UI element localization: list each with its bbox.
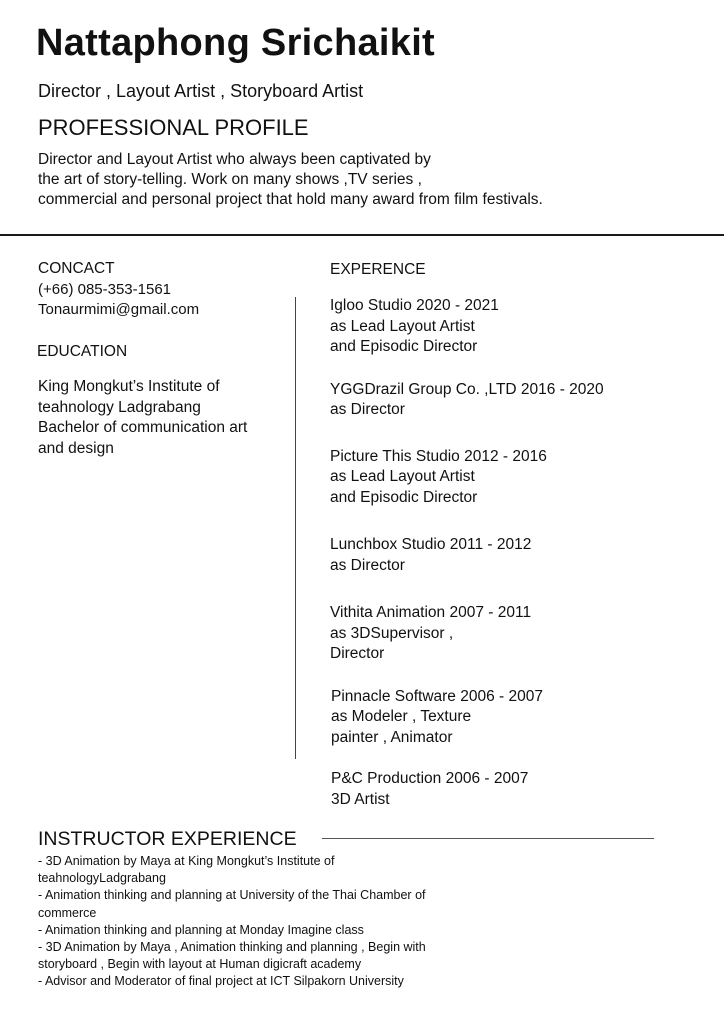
education-details [38, 377, 247, 459]
contact-heading: CONCACT [38, 260, 115, 277]
job-title: P&C Production 2006 - 2007 [331, 770, 529, 787]
instructor-heading: INSTRUCTOR EXPERIENCE [38, 828, 297, 850]
instructor-line: storyboard , Begin with layout at Human digicraft academy [38, 957, 362, 972]
job-role: as 3DSupervisor , [330, 624, 454, 642]
experience-item [330, 380, 710, 421]
experience-item [331, 769, 710, 810]
profile-summary [38, 150, 678, 210]
experience-heading: EXPERENCE [330, 261, 426, 278]
job-role: as Modeler , Texture [331, 708, 472, 725]
instructor-line: - 3D Animation by Maya at King Mongkut’s Institute of [38, 854, 335, 868]
education-line: Bachelor of communication art [38, 419, 248, 436]
profile-line: commercial and personal project that hold many award from film festivals. [38, 191, 543, 208]
job-title: Igloo Studio 2020 - 2021 [330, 297, 499, 314]
job-title: Pinnacle Software 2006 - 2007 [331, 687, 543, 705]
column-divider [295, 297, 296, 759]
contact-phone: (+66) 085-353-1561 [38, 281, 172, 298]
profile-line: the art of story-telling. Work on many shows ,TV series , [38, 171, 422, 188]
experience-item [330, 447, 710, 509]
education-line: and design [38, 439, 114, 457]
job-title: Picture This Studio 2012 - 2016 [330, 447, 547, 465]
instructor-line: - Animation thinking and planning at Monday Imagine class [38, 922, 364, 937]
experience-list [330, 296, 710, 810]
experience-item [330, 603, 710, 665]
profile-heading: PROFESSIONAL PROFILE [38, 115, 309, 140]
instructor-line: teahnologyLadgrabang [38, 871, 166, 886]
job-role: as Lead Layout Artist [330, 317, 475, 335]
header-divider [0, 234, 724, 236]
instructor-line: - 3D Animation by Maya , Animation thinking and planning , Begin with [38, 940, 426, 955]
job-role: as Director [330, 556, 405, 574]
instructor-line: - Advisor and Moderator of final project at ICT Silpakorn University [38, 974, 404, 989]
education-heading: EDUCATION [37, 343, 128, 360]
instructor-line: - Animation thinking and planning at University of the Thai Chamber of [38, 888, 426, 903]
job-role: as Lead Layout Artist [330, 468, 475, 485]
job-role: 3D Artist [331, 790, 390, 808]
job-title: YGGDrazil Group Co. ,LTD 2016 - 2020 [330, 380, 604, 398]
instructor-list [38, 853, 598, 991]
job-role: and Episodic Director [330, 338, 478, 355]
experience-item [330, 296, 710, 358]
experience-item [330, 535, 710, 576]
education-line: King Mongkut’s Institute of [38, 378, 220, 395]
job-role: as Director [330, 401, 405, 418]
experience-item [331, 687, 710, 749]
resume-roles: Director , Layout Artist , Storyboard Artist [38, 81, 364, 101]
job-title: Vithita Animation 2007 - 2011 [330, 604, 532, 621]
instructor-divider [322, 838, 654, 839]
education-line: teahnology Ladgrabang [38, 398, 201, 416]
contact-email: Tonaurmimi@gmail.com [38, 301, 200, 318]
job-role: Director [330, 645, 385, 662]
profile-line: Director and Layout Artist who always been captivated by [38, 151, 431, 168]
resume-name: Nattaphong Srichaikit [36, 22, 436, 64]
instructor-line: commerce [38, 905, 97, 920]
job-title: Lunchbox Studio 2011 - 2012 [330, 536, 532, 553]
job-role: painter , Animator [331, 728, 453, 746]
job-role: and Episodic Director [330, 488, 478, 506]
